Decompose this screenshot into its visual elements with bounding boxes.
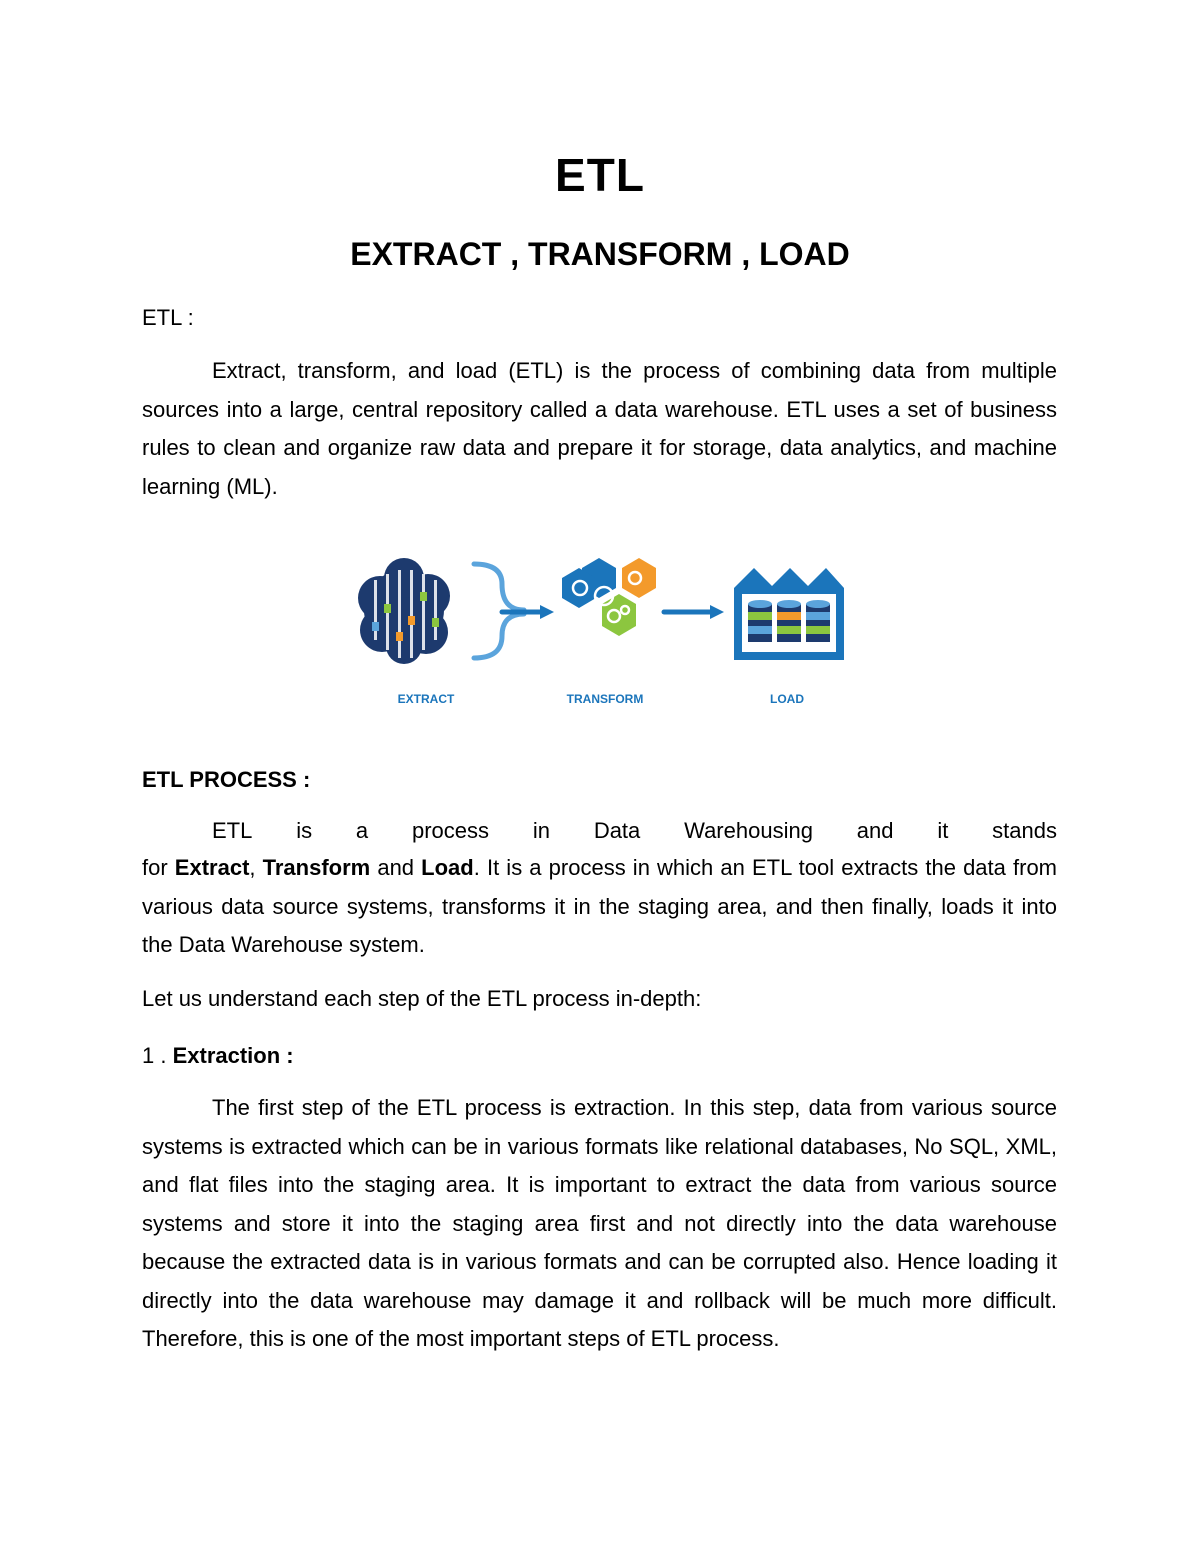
process-extract-term: Extract: [174, 855, 250, 880]
process-paragraph: [142, 849, 1057, 965]
process-word: and: [856, 818, 894, 843]
diagram-label-extract: EXTRACT: [397, 692, 455, 706]
diagram-label-transform: TRANSFORM: [566, 692, 644, 706]
page-subtitle: EXTRACT , TRANSFORM , LOAD: [350, 236, 850, 272]
load-warehouse-icon: [734, 568, 844, 660]
process-word: it: [937, 818, 949, 843]
understand-line: Let us understand each step of the ETL process in-depth:: [142, 986, 702, 1011]
process-word: ETL: [212, 818, 253, 843]
arrow-head-icon: [710, 605, 724, 619]
process-word: in: [532, 818, 550, 843]
etl-process-heading: ETL PROCESS :: [142, 767, 311, 792]
process-word: stands: [992, 818, 1057, 843]
extraction-heading-label: Extraction :: [172, 1043, 294, 1068]
process-rest-text: . It is a process in which an ETL tool extracts the data from various data source systems, transforms it in the staging area, and then finally, loads it into the Data Warehouse system.: [142, 855, 1057, 957]
process-word: process: [411, 818, 490, 843]
process-transform-term: Transform: [262, 855, 371, 880]
extract-to-transform-arrow-icon: [474, 564, 542, 658]
process-for-text: for: [142, 855, 175, 880]
process-word: is: [296, 818, 313, 843]
extraction-heading-number: 1 .: [142, 1043, 173, 1068]
page-title: ETL: [555, 149, 645, 201]
extraction-paragraph: [142, 1089, 1057, 1359]
diagram-label-load: LOAD: [770, 692, 804, 706]
extraction-paragraph-text: The first step of the ETL process is extraction. In this step, data from various source systems is extracted which can be in various formats like relational databases, No SQL, XML, and flat files into the staging area. It is important to extract the data from various source systems and store it into the staging area first and not directly into the data warehouse because the extracted data is in various formats and can be corrupted also. Hence loading it directly into the data warehouse may damage it and rollback will be much more difficult. Therefore, this is one of the most important steps of ETL process.: [142, 1095, 1057, 1351]
process-word: a: [355, 818, 369, 843]
extraction-heading: [142, 1043, 294, 1069]
etl-diagram: [352, 548, 852, 718]
transform-gears-icon: [562, 558, 656, 636]
process-and-text: and: [370, 855, 422, 880]
process-comma: ,: [249, 855, 263, 880]
process-first-line: [142, 818, 1057, 844]
process-word: Data: [593, 818, 641, 843]
arrow-head-icon: [540, 605, 554, 619]
intro-paragraph-text: Extract, transform, and load (ETL) is the process of combining data from multiple sources into a large, central repository called a data warehouse. ETL uses a set of business rules to clean and organize raw data and prepare it for storage, data analytics, and machine learning (ML).: [142, 358, 1057, 499]
process-load-term: Load: [421, 855, 474, 880]
process-word: Warehousing: [684, 818, 813, 843]
extract-cloud-icon: [358, 558, 450, 664]
intro-paragraph: [142, 352, 1057, 506]
etl-heading: ETL :: [142, 305, 194, 330]
